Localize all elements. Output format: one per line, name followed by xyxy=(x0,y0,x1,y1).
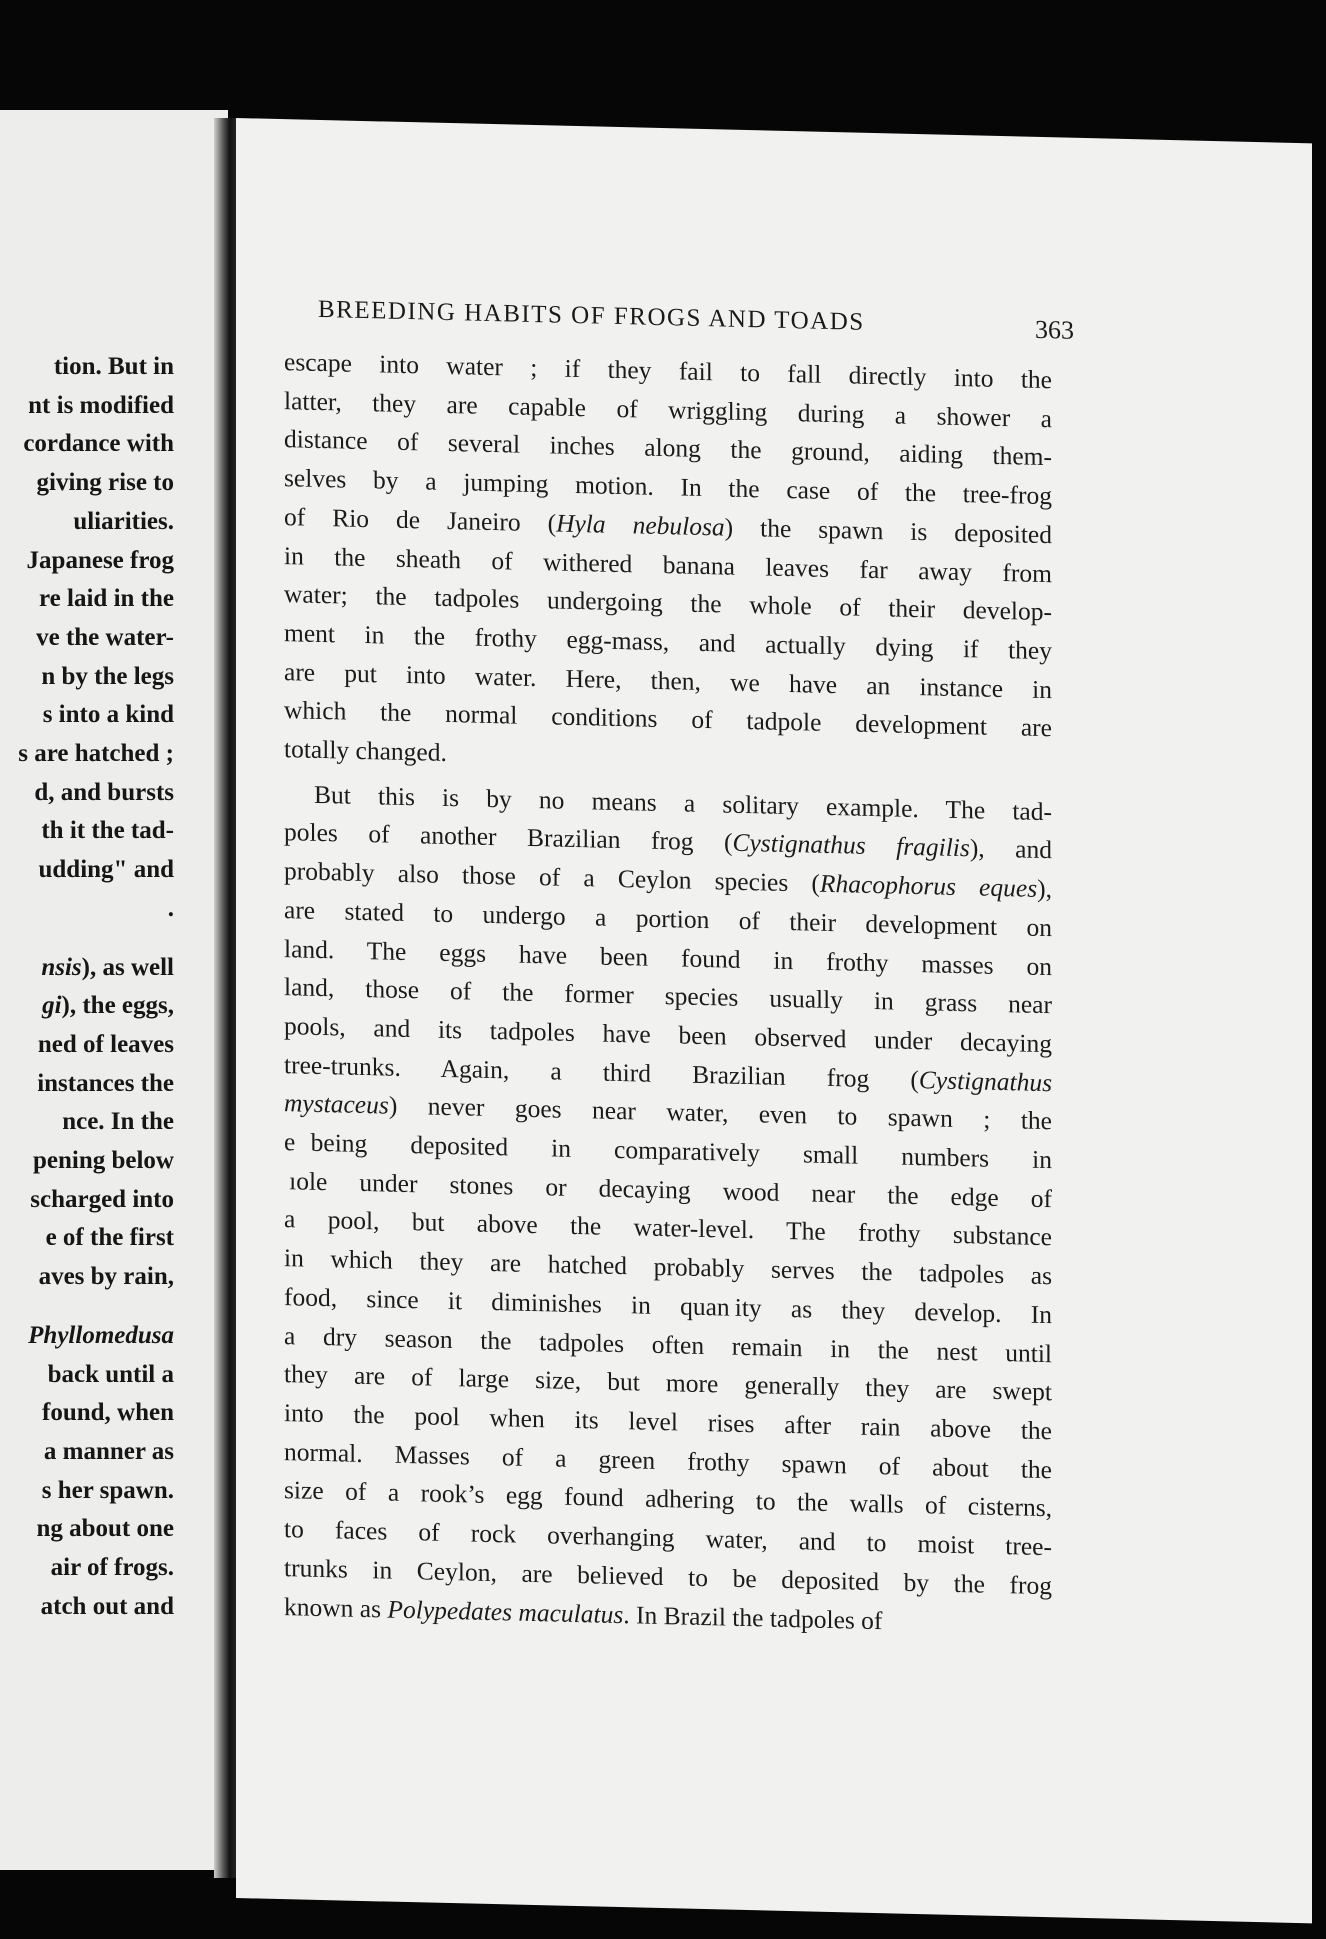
running-title: BREEDING HABITS OF FROGS AND TOADS xyxy=(318,295,865,336)
left-text-line: back until a xyxy=(47,1360,174,1388)
text-line: pools, and its tadpoles have been observed under decaying xyxy=(284,1011,1052,1059)
text-line: in the sheath of withered banana leaves far away from xyxy=(284,540,1052,588)
left-text-line: d, and bursts xyxy=(34,778,174,806)
left-text-line: tion. But in xyxy=(53,353,174,380)
left-text-line: air of frogs. xyxy=(50,1554,174,1582)
text-line: are stated to undergo a portion of their development on xyxy=(284,894,1052,943)
text-line: known as Polypedates maculatus. In Brazil the tadpoles of xyxy=(284,1591,883,1635)
left-text-line: uliarities. xyxy=(73,507,174,535)
text-line: water; the tadpoles undergoing the whole of their develop- xyxy=(284,579,1052,627)
left-text-line: nsis), as well xyxy=(41,953,174,981)
left-text-line: Phyllomedusa xyxy=(28,1321,174,1349)
text-line: distance of several inches along the ground, aiding them- xyxy=(284,424,1052,472)
text-line: poles of another Brazilian frog (Cystignathus fragilis), and xyxy=(284,817,1052,865)
text-line: in which they are hatched probably serves the tadpoles as xyxy=(284,1243,1052,1291)
text-line: probably also those of a Ceylon species (Rhacophorus eques), xyxy=(284,856,1052,904)
left-text-line: cordance with xyxy=(23,430,174,458)
left-text-line: th it the tad- xyxy=(41,817,174,845)
left-text-line: nce. In the xyxy=(62,1108,174,1136)
left-text-line: ng about one xyxy=(36,1515,174,1543)
text-line: selves by a jumping motion. In the case of the tree-frog xyxy=(284,463,1052,511)
text-line: mystaceus) never goes near water, even to spawn ; the xyxy=(284,1088,1052,1136)
text-line: tree-trunks. Again, a third Brazilian frog (Cystignathus xyxy=(284,1049,1052,1097)
left-text-line: pening below xyxy=(32,1147,174,1175)
text-line: ment in the frothy egg-mass, and actually dying if they xyxy=(284,618,1052,666)
left-text-line: s into a kind xyxy=(42,701,174,729)
text-line: totally changed. xyxy=(284,734,447,768)
left-text-line: s are hatched ; xyxy=(18,740,174,768)
running-header xyxy=(318,295,1074,345)
left-text-line: ve the water- xyxy=(36,623,174,651)
left-text-line: n by the legs xyxy=(41,662,174,690)
text-line: they are of large size, but more generally they are swept xyxy=(284,1359,1052,1407)
left-text-line: nt is modified xyxy=(28,391,174,419)
left-text-line: udding" and xyxy=(38,856,174,884)
text-line: But this is by no means a solitary example. The tad- xyxy=(314,779,1052,826)
left-text-line: found, when xyxy=(42,1399,174,1427)
text-line: food, since it diminishes in quan ity as they develop. In xyxy=(284,1282,1052,1330)
left-page xyxy=(0,110,228,1870)
text-line: of Rio de Janeiro (Hyla nebulosa) the spawn is deposited xyxy=(284,501,1052,550)
left-text-line: e of the first xyxy=(45,1224,174,1252)
left-text-line: instances the xyxy=(37,1069,174,1097)
text-line: to faces of rock overhanging water, and to moist tree- xyxy=(284,1514,1052,1562)
body-text xyxy=(284,343,1052,1644)
left-text-line: aves by rain, xyxy=(38,1263,174,1291)
text-line: which the normal conditions of tadpole development are xyxy=(284,695,1052,743)
left-text-line: giving rise to xyxy=(36,469,174,497)
text-line: land. The eggs have been found in frothy masses on xyxy=(284,933,1052,981)
text-line: land, those of the former species usually in grass near xyxy=(284,972,1052,1020)
text-line: trunks in Ceylon, are believed to be deposited by the frog xyxy=(284,1552,1052,1601)
left-text-line: re laid in the xyxy=(39,585,174,613)
text-line: e being deposited in comparatively small numbers in xyxy=(284,1127,1052,1175)
left-text-line: scharged into xyxy=(30,1185,174,1213)
left-text-line: . xyxy=(167,894,174,922)
text-line: normal. Masses of a green frothy spawn of about the xyxy=(284,1436,1052,1484)
right-page xyxy=(236,118,1312,1923)
left-text-line: Japanese frog xyxy=(26,546,174,574)
left-text-line: s her spawn. xyxy=(41,1476,174,1504)
text-line: latter, they are capable of wriggling during a shower a xyxy=(284,385,1052,433)
left-page-text xyxy=(0,348,174,1627)
text-line: are put into water. Here, then, we have an instance in xyxy=(284,656,1052,704)
text-line: a pool, but above the water-level. The frothy substance xyxy=(284,1204,1052,1252)
text-line: escape into water ; if they fail to fall directly into the xyxy=(284,347,1052,395)
left-text-line: a manner as xyxy=(43,1437,174,1465)
text-line: into the pool when its level rises after rain above the xyxy=(284,1398,1052,1446)
text-line: size of a rook’s egg found adhering to the walls of cisterns, xyxy=(284,1475,1052,1523)
left-text-line: atch out and xyxy=(40,1592,174,1620)
text-line: a dry season the tadpoles often remain in the nest until xyxy=(284,1320,1052,1368)
page-number: 363 xyxy=(1035,314,1074,345)
left-text-line: gi), the eggs, xyxy=(42,992,174,1020)
text-line: ıole under stones or decaying wood near the edge of xyxy=(284,1165,1052,1213)
left-text-line: ned of leaves xyxy=(37,1030,174,1058)
